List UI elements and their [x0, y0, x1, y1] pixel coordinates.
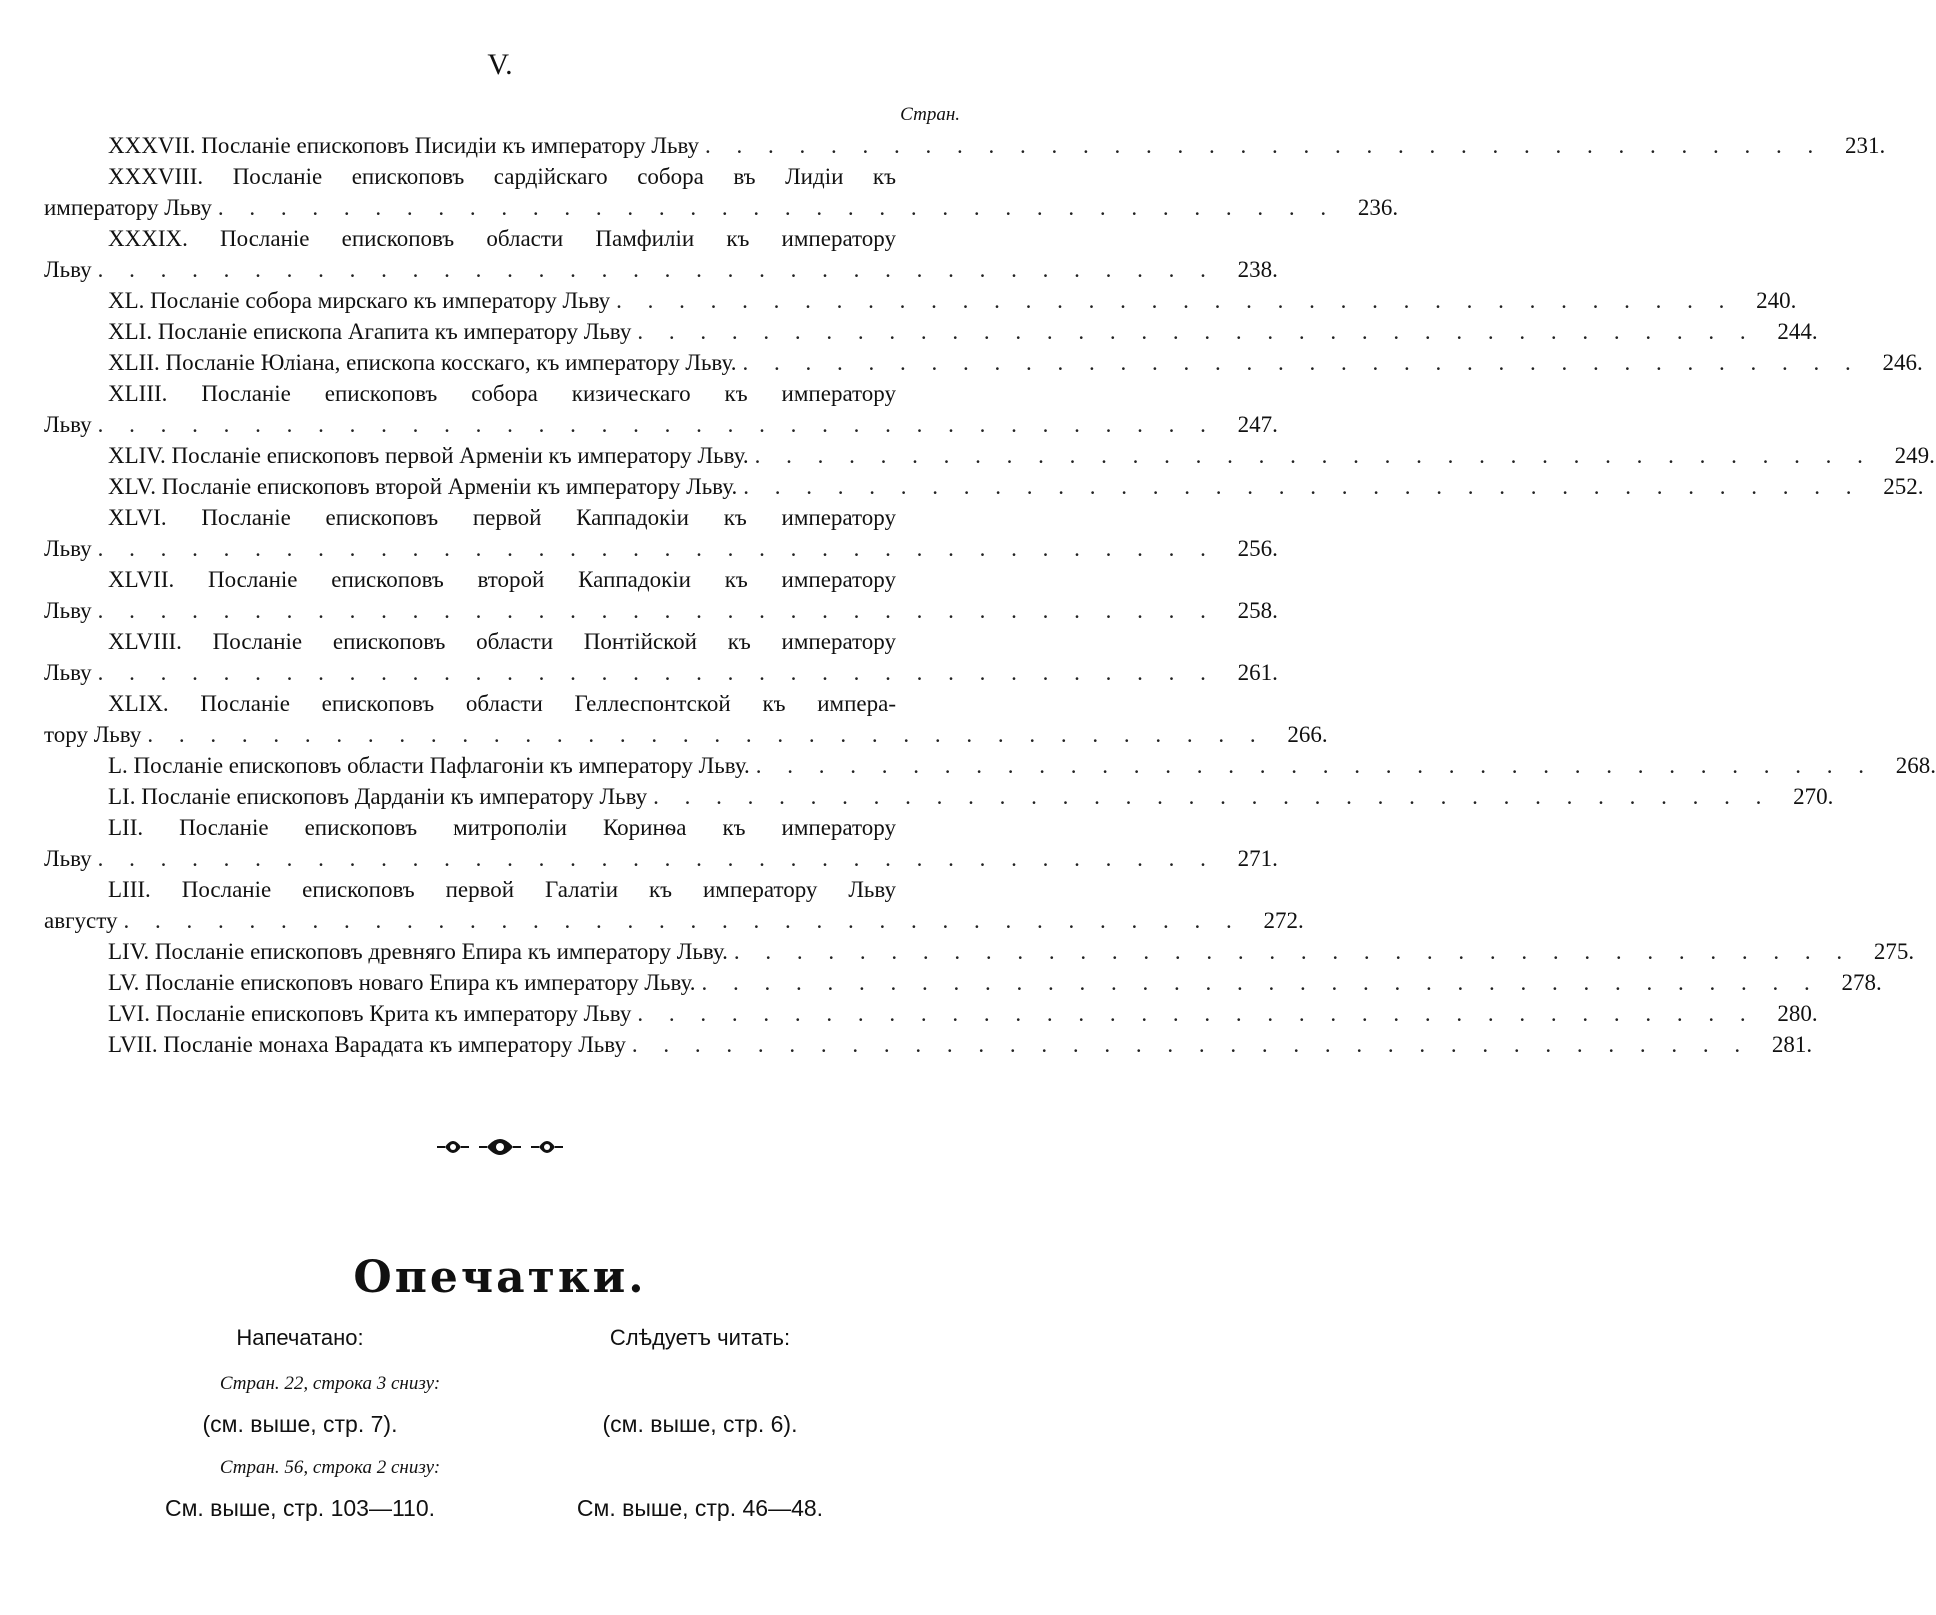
toc-entry-title: XLVI. Посланіе епископовъ первой Каппадокіи къ императору	[108, 505, 896, 530]
toc-page-number: 246.	[1882, 350, 1923, 375]
toc-line	[44, 192, 1399, 223]
toc-entry	[44, 812, 1278, 874]
toc-entry	[44, 564, 1278, 626]
toc-entry-title: LVI. Посланіе епископовъ Крита къ императору Льву	[108, 1001, 632, 1026]
dot-leader: . . . . . . . . . . . . . . . . . . . . . . . . . . . . . . . . . . . .	[97, 412, 1216, 437]
toc-line	[44, 223, 956, 254]
toc-entry	[44, 781, 1834, 812]
toc-entry-title: Льву	[44, 536, 92, 561]
errata-table	[100, 1318, 900, 1534]
toc-entry-title: тору Льву	[44, 722, 142, 747]
toc-line	[44, 130, 1886, 161]
toc-entry	[44, 440, 1935, 471]
toc-entry	[44, 936, 1915, 967]
toc-entry	[44, 502, 1278, 564]
toc-entry	[44, 378, 1278, 440]
toc-entry-title: Льву	[44, 412, 92, 437]
toc-entry	[44, 285, 1797, 316]
toc-line	[44, 874, 956, 905]
dot-leader: . . . . . . . . . . . . . . . . . . . . . . . . . . . . . . . . . . . .	[217, 195, 1337, 220]
toc-entry-title: LII. Посланіе епископовъ митрополіи Коринѳа къ императору	[108, 815, 896, 840]
errata-title: Опечатки.	[353, 1252, 647, 1303]
toc-line	[44, 440, 1935, 471]
toc-entry-title: XLIII. Посланіе епископовъ собора кизическаго къ императору	[108, 381, 896, 406]
dot-leader: . . . . . . . . . . . . . . . . . . . . . . . . . . . . . . . . . . . .	[742, 350, 1861, 375]
toc-line	[44, 595, 1278, 626]
toc-line	[44, 967, 1882, 998]
toc-entry-title: XLVIII. Посланіе епископовъ области Понтійской къ императору	[108, 629, 896, 654]
toc-line	[44, 1029, 1813, 1060]
dot-leader: . . . . . . . . . . . . . . . . . . . . . . . . . . . . . . . . . . . .	[147, 722, 1266, 747]
toc-entry	[44, 130, 1886, 161]
toc-line	[44, 626, 956, 657]
toc-entry-title: Льву	[44, 846, 92, 871]
toc-entry-title: LIV. Посланіе епископовъ древняго Епира къ императору Льву.	[108, 939, 728, 964]
toc-entry	[44, 998, 1818, 1029]
toc-entry	[44, 161, 1399, 223]
dot-leader: . . . . . . . . . . . . . . . . . . . . . . . . . . . . . . . . . . . .	[97, 846, 1216, 871]
toc-entry-title: августу	[44, 908, 118, 933]
toc-entry	[44, 626, 1278, 688]
toc-entry	[44, 688, 1328, 750]
toc-line	[44, 750, 1936, 781]
floral-ornament-icon	[435, 1132, 565, 1162]
toc-line	[44, 347, 1923, 378]
errata-correct-text: (см. выше, стр. 6).	[602, 1411, 798, 1437]
toc-entry-title: Льву	[44, 660, 92, 685]
toc-page-number: 270.	[1793, 784, 1834, 809]
dot-leader: . . . . . . . . . . . . . . . . . . . . . . . . . . . . . . . . . . . .	[705, 133, 1824, 158]
toc-line	[44, 936, 1915, 967]
toc-page-number: 256.	[1237, 536, 1278, 561]
toc-line	[44, 285, 1797, 316]
toc-page-number: 261.	[1237, 660, 1278, 685]
toc-entry-title: Льву	[44, 257, 92, 282]
toc-entry-title: XXXVIII. Посланіе епископовъ сардійскаго собора въ Лидіи къ	[108, 164, 896, 189]
dot-leader: . . . . . . . . . . . . . . . . . . . . . . . . . . . . . . . . . . . .	[631, 1032, 1751, 1057]
toc-line	[44, 905, 1304, 936]
toc-entry-title: LV. Посланіе епископовъ новаго Епира къ императору Льву.	[108, 970, 696, 995]
dot-leader: . . . . . . . . . . . . . . . . . . . . . . . . . . . . . . . . . . . .	[754, 443, 1873, 468]
toc-line	[44, 564, 956, 595]
toc-entry	[44, 750, 1936, 781]
toc-entry-title: XLV. Посланіе епископовъ второй Арменіи къ императору Льву.	[108, 474, 738, 499]
toc-line	[44, 254, 1278, 285]
toc-page-number: 275.	[1873, 939, 1915, 964]
toc-page-number: 266.	[1287, 722, 1328, 747]
toc-page-number: 268.	[1895, 753, 1936, 778]
toc-page-number: 236.	[1357, 195, 1399, 220]
errata-correct-header: Слѣдуетъ читать:	[609, 1325, 791, 1350]
errata-header-row	[100, 1318, 900, 1366]
toc-entry-title: LIII. Посланіе епископовъ первой Галатіи къ императору Льву	[108, 877, 896, 902]
errata-location: Стран. 56, строка 2 снизу:	[219, 1457, 441, 1478]
toc-line	[44, 316, 1818, 347]
toc-line	[44, 471, 1924, 502]
toc-entry	[44, 316, 1818, 347]
toc-page-number: 247.	[1237, 412, 1278, 437]
toc-entry	[44, 223, 1278, 285]
toc-line	[44, 161, 956, 192]
dot-leader: . . . . . . . . . . . . . . . . . . . . . . . . . . . . . . . . . . . .	[701, 970, 1820, 995]
toc-line	[44, 533, 1278, 564]
toc-line	[44, 502, 956, 533]
toc-line	[44, 998, 1818, 1029]
toc-page-number: 244.	[1777, 319, 1818, 344]
dot-leader: . . . . . . . . . . . . . . . . . . . . . . . . . . . . . . . . . . . .	[123, 908, 1242, 933]
toc-line	[44, 378, 956, 409]
toc-page-number: 272.	[1263, 908, 1304, 933]
dot-leader: . . . . . . . . . . . . . . . . . . . . . . . . . . . . . . . . . . . .	[637, 1001, 1756, 1026]
toc-page-number: 278.	[1841, 970, 1882, 995]
dot-leader: . . . . . . . . . . . . . . . . . . . . . . . . . . . . . . . . . . . .	[733, 939, 1853, 964]
toc-line	[44, 657, 1278, 688]
errata-printed-header: Напечатано:	[236, 1325, 364, 1350]
page-column-header: Стран.	[900, 104, 960, 125]
toc-entry-title: L. Посланіе епископовъ области Пафлагоніи къ императору Льву.	[108, 753, 750, 778]
toc-entry	[44, 471, 1924, 502]
toc-line	[44, 812, 956, 843]
toc-entry-title: XXXIX. Посланіе епископовъ области Памфиліи къ императору	[108, 226, 896, 251]
errata-location: Стран. 22, строка 3 снизу:	[219, 1373, 441, 1394]
toc-entry-title: XL. Посланіе собора мирскаго къ императору Льву	[108, 288, 611, 313]
toc-page-number: 249.	[1894, 443, 1935, 468]
dot-leader: . . . . . . . . . . . . . . . . . . . . . . . . . . . . . . . . . . . .	[743, 474, 1862, 499]
dot-leader: . . . . . . . . . . . . . . . . . . . . . . . . . . . . . . . . . . . .	[97, 257, 1216, 282]
errata-printed-text: (см. выше, стр. 7).	[202, 1411, 398, 1437]
toc-entry	[44, 874, 1304, 936]
errata-correct-text: См. выше, стр. 46—48.	[576, 1495, 824, 1521]
toc-page-number: 258.	[1237, 598, 1278, 623]
dot-leader: . . . . . . . . . . . . . . . . . . . . . . . . . . . . . . . . . . . .	[97, 536, 1216, 561]
table-of-contents	[44, 130, 1936, 1060]
toc-line	[44, 781, 1834, 812]
toc-entry-title: XXXVII. Посланіе епископовъ Писидіи къ императору Льву	[108, 133, 700, 158]
toc-entry	[44, 1029, 1813, 1060]
toc-page-number: 280.	[1777, 1001, 1818, 1026]
page-number: V.	[487, 48, 513, 81]
toc-page-number: 281.	[1771, 1032, 1813, 1057]
errata-printed-text: См. выше, стр. 103—110.	[164, 1495, 435, 1521]
toc-line	[44, 688, 956, 719]
dot-leader: . . . . . . . . . . . . . . . . . . . . . . . . . . . . . . . . . . . .	[97, 598, 1216, 623]
toc-line	[44, 719, 1328, 750]
dot-leader: . . . . . . . . . . . . . . . . . . . . . . . . . . . . . . . . . . . .	[97, 660, 1216, 685]
toc-entry-title: XLIV. Посланіе епископовъ первой Арменіи къ императору Льву.	[108, 443, 749, 468]
toc-page-number: 252.	[1883, 474, 1924, 499]
toc-entry	[44, 347, 1923, 378]
toc-entry-title: XLIX. Посланіе епископовъ области Геллеспонтской къ импера-	[108, 691, 896, 716]
ornament-divider	[0, 1132, 1000, 1170]
toc-page-number: 271.	[1237, 846, 1278, 871]
toc-page-number: 240.	[1756, 288, 1797, 313]
toc-entry-title: Льву	[44, 598, 92, 623]
toc-page-number: 238.	[1237, 257, 1278, 282]
toc-entry	[44, 967, 1882, 998]
toc-entry-title: императору Льву	[44, 195, 212, 220]
toc-entry-title: XLII. Посланіе Юліана, епископа косскаго, къ императору Льву.	[108, 350, 737, 375]
dot-leader: . . . . . . . . . . . . . . . . . . . . . . . . . . . . . . . . . . . .	[755, 753, 1875, 778]
toc-entry-title: XLVII. Посланіе епископовъ второй Каппадокіи къ императору	[108, 567, 896, 592]
toc-entry-title: XLI. Посланіе епископа Агапита къ императору Льву	[108, 319, 632, 344]
toc-entry-title: LVII. Посланіе монаха Варадата къ императору Льву	[108, 1032, 626, 1057]
toc-entry-title: LI. Посланіе епископовъ Дарданіи къ императору Льву	[108, 784, 648, 809]
toc-line	[44, 409, 1278, 440]
dot-leader: . . . . . . . . . . . . . . . . . . . . . . . . . . . . . . . . . . . .	[616, 288, 1735, 313]
toc-line	[44, 843, 1278, 874]
toc-page-number: 231.	[1845, 133, 1886, 158]
dot-leader: . . . . . . . . . . . . . . . . . . . . . . . . . . . . . . . . . . . .	[653, 784, 1772, 809]
dot-leader: . . . . . . . . . . . . . . . . . . . . . . . . . . . . . . . . . . . .	[637, 319, 1756, 344]
errata-row	[100, 1402, 900, 1450]
errata-row	[100, 1486, 900, 1534]
